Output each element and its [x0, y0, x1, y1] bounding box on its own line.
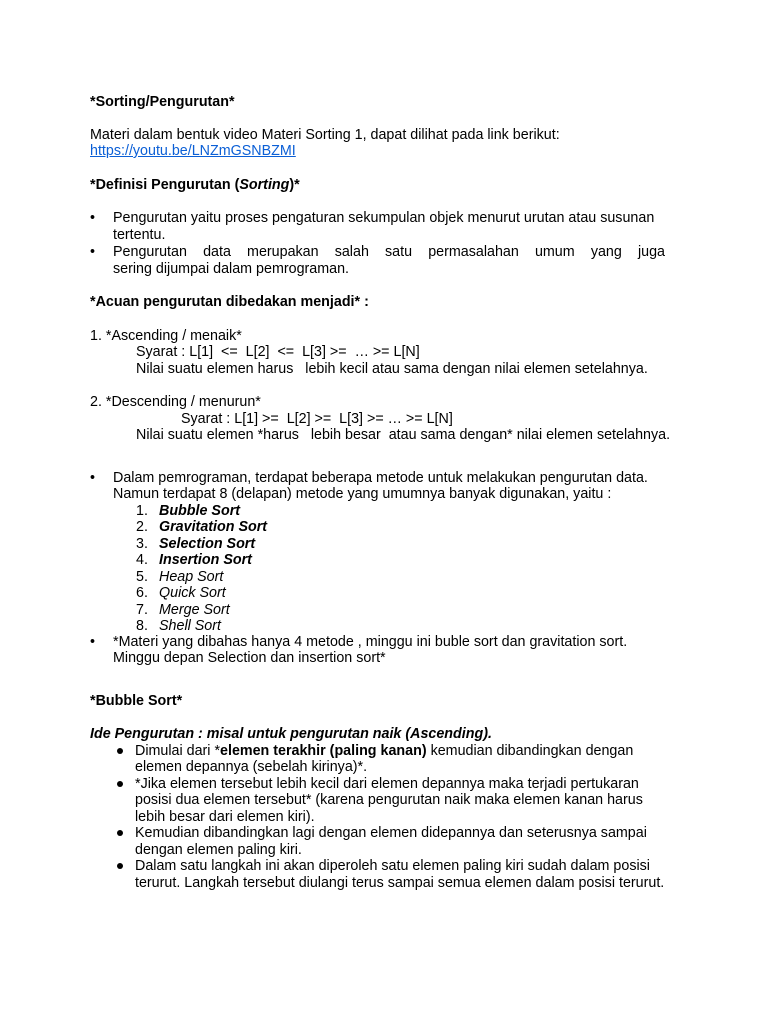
method-item: 6. Quick Sort: [136, 585, 226, 601]
metode-intro-line-1: • Dalam pemrograman, terdapat beberapa metode untuk melakukan pengurutan data.: [113, 469, 648, 486]
list-item: [90, 470, 665, 503]
bubble-sort-heading: *Bubble Sort*: [90, 692, 183, 709]
list-item: Kemudian dibandingkan lagi dengan elemen didepannya dan seterusnya sampai dengan elemen paling kiri.: [113, 825, 665, 858]
ascending-description: Nilai suatu elemen harus lebih kecil atau sama dengan nilai elemen setelahnya.: [136, 360, 648, 377]
metode-intro-line-2: Namun terdapat 8 (delapan) metode yang umumnya banyak digunakan, yaitu :: [113, 486, 612, 502]
method-item: 2. Gravitation Sort: [136, 519, 268, 535]
list-item: [90, 244, 665, 277]
ascending-title: 1. *Ascending / menaik*: [90, 327, 242, 344]
metode-note-list: [90, 634, 665, 667]
ascending-syarat: Syarat : L[1] <= L[2] <= L[3] >= … >= L[N]: [136, 344, 420, 360]
method-item: 7. Merge Sort: [136, 601, 230, 618]
definisi-list: [90, 210, 665, 277]
list-item: [90, 634, 665, 667]
acuan-heading: *Acuan pengurutan dibedakan menjadi* :: [90, 294, 369, 310]
list-item: [90, 210, 665, 243]
metode-note: *Materi yang dibahas hanya 4 metode , minggu ini buble sort dan gravitation sort. Minggu depan Selection dan insertion sort*: [113, 633, 628, 666]
descending-syarat: Syarat : L[1] >= L[2] >= L[3] >= … >= L[N]: [181, 410, 453, 427]
method-item: 8. Shell Sort: [136, 618, 221, 634]
definisi-bullet-1: Pengurutan yaitu proses pengaturan sekumpulan objek menurut urutan atau susunan tertentu.: [113, 210, 655, 243]
sorting-methods-list: [90, 503, 665, 635]
bubble-steps-list: [90, 743, 665, 892]
definisi-bullet-2-line-1: • Pengurutan data merupakan salah satu permasalahan umum yang juga: [113, 244, 665, 260]
method-item: 4. Insertion Sort: [136, 552, 252, 568]
descending-title: 2. *Descending / menurun*: [90, 394, 261, 410]
document-page: [90, 94, 671, 891]
definisi-bullet-2-line-2: sering dijumpai dalam pemrograman.: [113, 260, 350, 277]
descending-description: Nilai suatu elemen *harus lebih besar atau sama dengan* nilai elemen setelahnya.: [136, 427, 671, 443]
method-item: 3. Selection Sort: [136, 535, 256, 552]
list-item: Dalam satu langkah ini akan diperoleh satu elemen paling kiri sudah dalam posisi terurut. Langkah tersebut diulangi terus sampai semua elemen dalam posisi terurut.: [113, 858, 665, 891]
intro-text: Materi dalam bentuk video Materi Sorting 1, dapat dilihat pada link berikut:: [90, 126, 560, 143]
list-item: Dimulai dari *elemen terakhir (paling kanan) kemudian dibandingkan dengan elemen depannya (sebelah kirinya)*.: [113, 743, 665, 776]
doc-title: *Sorting/Pengurutan*: [90, 94, 235, 110]
method-item: 1. Bubble Sort: [136, 502, 241, 519]
metode-list: [90, 470, 665, 503]
list-item: *Jika elemen tersebut lebih kecil dari elemen depannya maka terjadi pertukaran posisi dua elemen tersebut* (karena pengurutan naik maka elemen kanan harus lebih besar dari elemen kiri).: [113, 776, 665, 826]
method-item: 5. Heap Sort: [136, 568, 224, 585]
definisi-heading: *Definisi Pengurutan (Sorting)*: [90, 176, 300, 193]
youtube-link[interactable]: https://youtu.be/LNZmGSNBZMI: [90, 143, 296, 159]
bubble-ide: Ide Pengurutan : misal untuk pengurutan naik (Ascending).: [90, 726, 492, 742]
